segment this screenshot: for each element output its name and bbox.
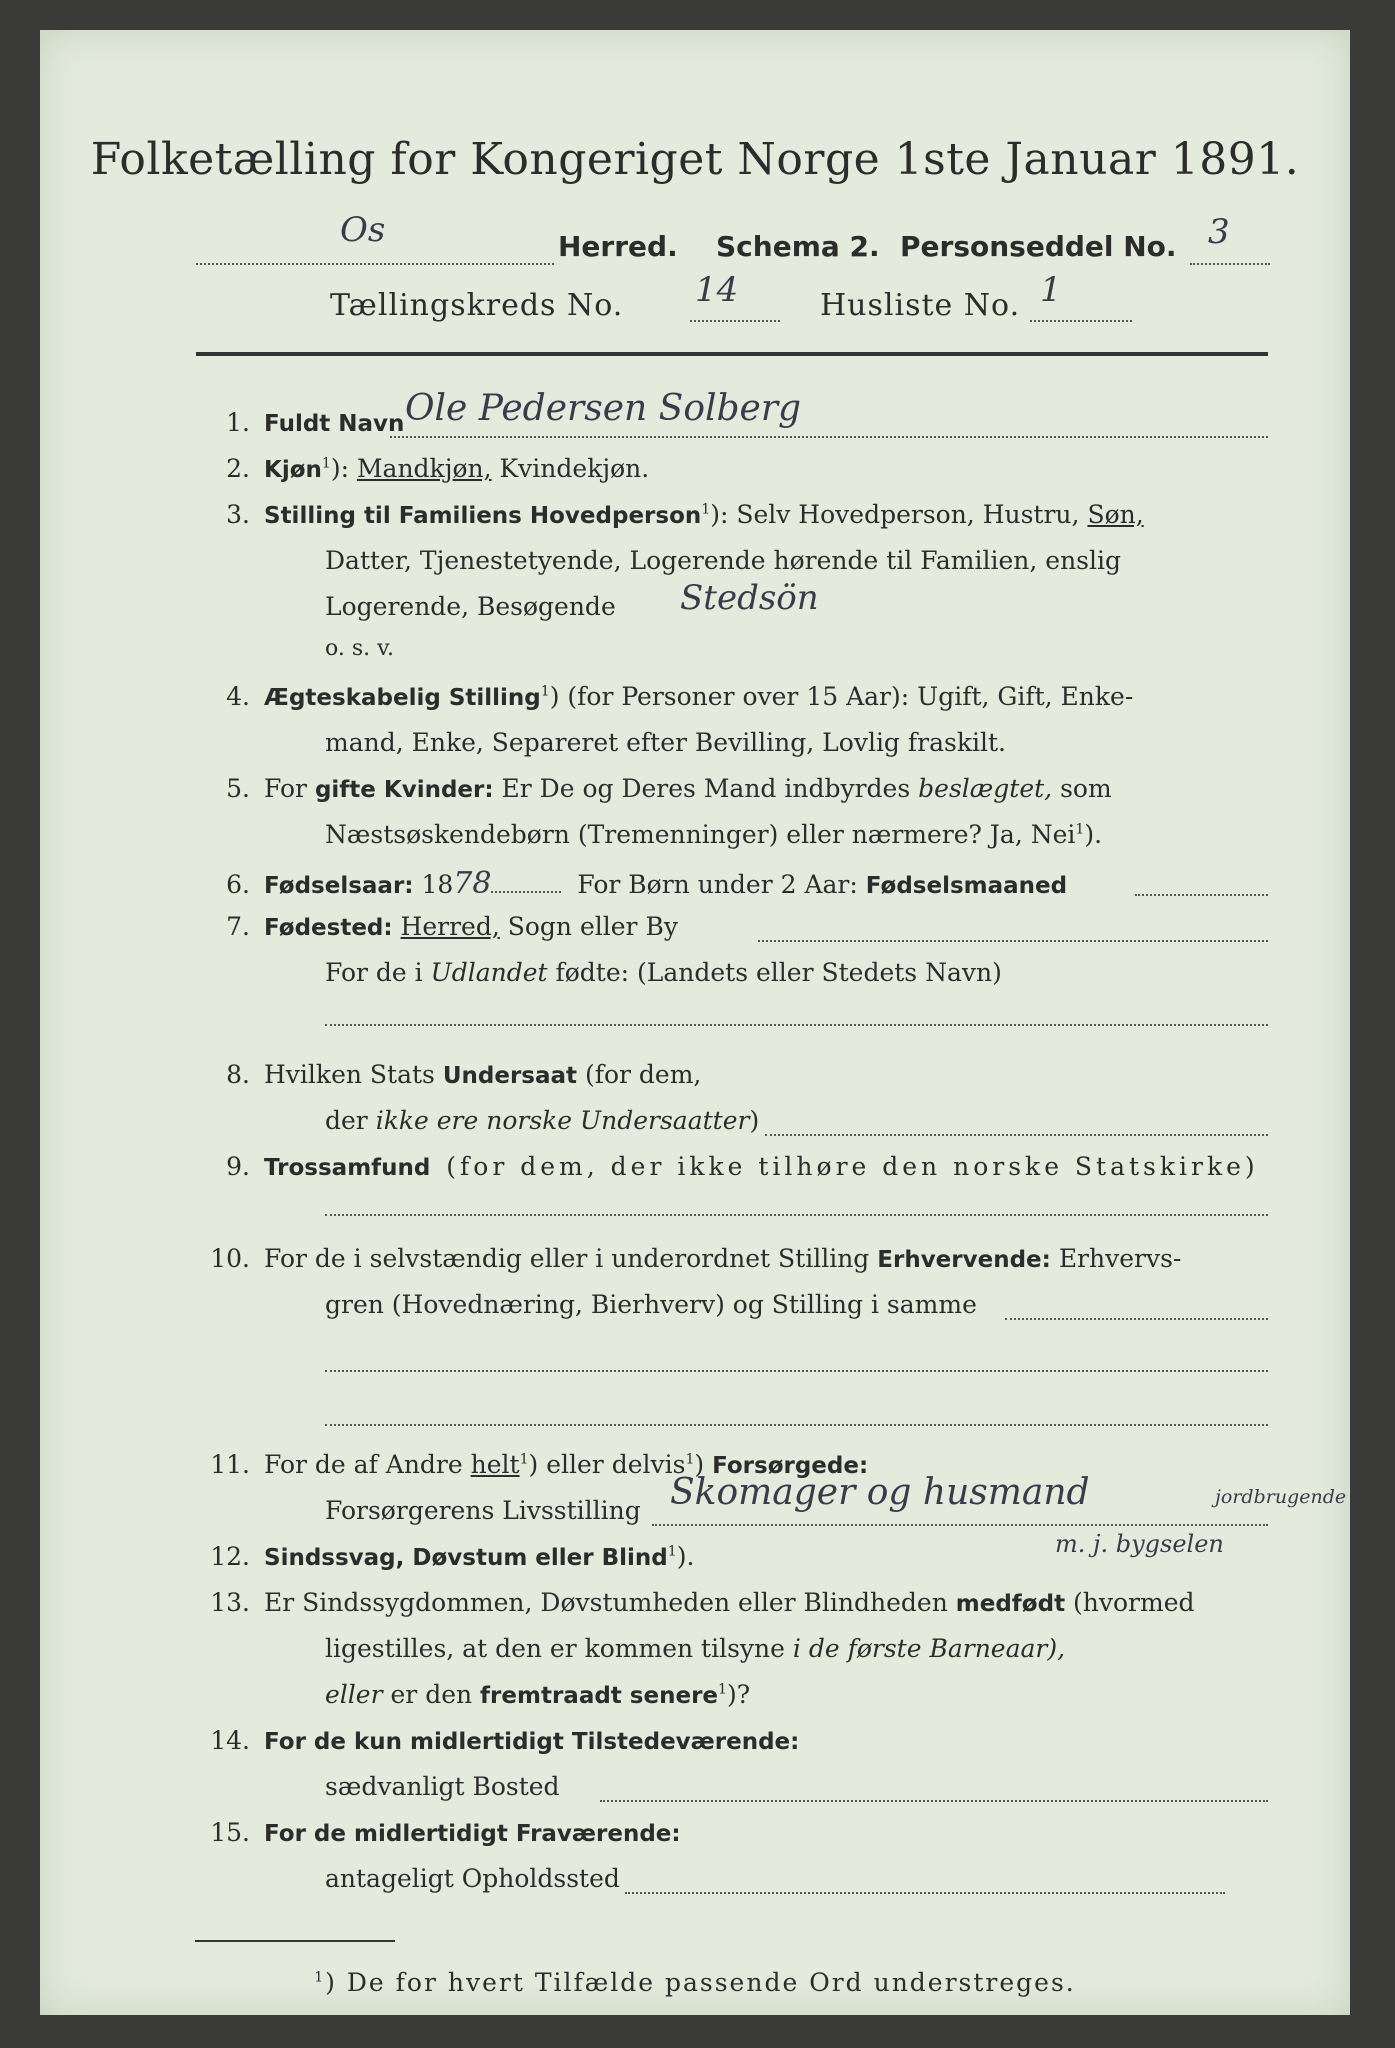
item-2: 2. Kjøn$^1$): Mandkjøn, Kvindekjøn. <box>226 454 650 483</box>
item-13-line-2: ligestilles, at den er kommen tilsyne i de første Barneaar), <box>325 1634 1066 1663</box>
herred-dotted-line <box>196 263 554 265</box>
item-9-dotted-line <box>325 1214 1268 1216</box>
item-14: 14. For de kun midlertidigt Tilstedeværende: <box>210 1726 800 1755</box>
footnote-rule <box>195 1940 395 1942</box>
item-5: 5. For gifte Kvinder: Er De og Deres Mand indbyrdes beslægtet, som <box>226 774 1112 803</box>
full-name-value: Ole Pedersen Solberg <box>405 388 802 429</box>
item-6: 6. Fødselsaar: 1878 For Børn under 2 Aar: Fødselsmaaned <box>226 866 1068 901</box>
kreds-dotted-line <box>690 320 780 322</box>
item-1: 1. Fuldt Navn <box>226 408 405 437</box>
item-13: 13. Er Sindssygdommen, Døvstumheden eller Blindheden medfødt (hvormed <box>210 1588 1195 1617</box>
personseddel-label: Personseddel No. <box>900 230 1177 263</box>
husliste-value: 1 <box>1040 270 1062 310</box>
supporter-occupation-value-2: jordbrugende <box>1215 1486 1347 1508</box>
supporter-occupation-value: Skomager og husmand <box>670 1472 1090 1513</box>
item-5-line-2: Næstsøskendebørn (Tremenninger) eller nærmere? Ja, Nei$^1$). <box>325 820 1103 849</box>
item-7-dotted-line <box>758 940 1268 942</box>
birth-year-value: 78 <box>453 866 492 901</box>
schema-label: Schema 2. <box>716 230 880 263</box>
item-8-line-2: der ikke ere norske Undersaatter) <box>325 1106 760 1135</box>
footnote: $^1$) De for hvert Tilfælde passende Ord understreges. <box>314 1968 1076 1997</box>
kreds-value: 14 <box>695 270 739 310</box>
item-1-label: Fuldt Navn <box>264 411 405 437</box>
item-10-dotted-line-3 <box>325 1424 1268 1426</box>
item-13-line-3: eller er den fremtraadt senere$^1$)? <box>325 1680 751 1709</box>
item-15: 15. For de midlertidigt Fraværende: <box>210 1818 681 1847</box>
header-rule <box>196 352 1268 356</box>
item-10-line-2: gren (Hovednæring, Bierhverv) og Stilling i samme <box>325 1290 977 1319</box>
item-11-line-2: Forsørgerens Livsstilling <box>325 1496 641 1525</box>
birthplace-herred-underlined: Herred, <box>400 912 500 941</box>
item-15-dotted-line <box>625 1892 1225 1894</box>
relation-son-underlined: Søn, <box>1087 500 1144 529</box>
item-12: 12. Sindssvag, Døvstum eller Blind$^1$). <box>210 1542 695 1571</box>
form-title: Folketælling for Kongeriget Norge 1ste Januar 1891. <box>90 134 1300 185</box>
item-3: 3. Stilling til Familiens Hovedperson$^1$): Selv Hovedperson, Hustru, Søn, <box>226 500 1144 529</box>
item-3-line-4: o. s. v. <box>325 636 394 661</box>
item-10-dotted-line-2 <box>325 1370 1268 1372</box>
item-15-line-2: antageligt Opholdssted <box>325 1864 620 1893</box>
husliste-dotted-line <box>1030 320 1132 322</box>
item-11-dotted-line <box>652 1524 1268 1526</box>
herred-value: Os <box>340 210 386 250</box>
supported-fully-underlined: helt <box>470 1450 520 1479</box>
supporter-occupation-value-3: m. j. bygselen <box>1055 1530 1224 1558</box>
item-14-dotted-line <box>600 1800 1268 1802</box>
item-3-line-2: Datter, Tjenestetyende, Logerende hørende til Familien, enslig <box>325 546 1122 575</box>
item-10-dotted-line <box>1005 1318 1268 1320</box>
herred-label: Herred. <box>558 230 678 263</box>
census-form-sheet <box>40 30 1350 2015</box>
item-4: 4. Ægteskabelig Stilling$^1$) (for Personer over 15 Aar): Ugift, Gift, Enke- <box>226 682 1134 711</box>
relation-value: Stedsön <box>680 578 819 618</box>
item-4-line-2: mand, Enke, Separeret efter Bevilling, Lovlig fraskilt. <box>325 728 1006 757</box>
kreds-label: Tællingskreds No. <box>330 288 624 323</box>
item-1-dotted-line <box>390 436 1268 438</box>
item-6-dotted-line <box>1135 894 1268 896</box>
husliste-label: Husliste No. <box>820 288 1021 323</box>
item-10: 10. For de i selvstændig eller i underordnet Stilling Erhvervende: Erhvervs- <box>210 1244 1182 1273</box>
personseddel-value: 3 <box>1208 212 1230 252</box>
item-3-line-3: Logerende, Besøgende <box>325 592 616 621</box>
item-14-line-2: sædvanligt Bosted <box>325 1772 560 1801</box>
item-7: 7. Fødested: Herred, Sogn eller By <box>226 912 678 941</box>
item-7-line-2: For de i Udlandet fødte: (Landets eller Stedets Navn) <box>325 958 1002 987</box>
gender-male-underlined: Mandkjøn, <box>356 454 492 483</box>
item-8: 8. Hvilken Stats Undersaat (for dem, <box>226 1060 702 1089</box>
item-11: 11. For de af Andre helt$^1$) eller delvis$^1$) Forsørgede: <box>210 1450 869 1479</box>
item-9: 9. Trossamfund (for dem, der ikke tilhøre den norske Statskirke) <box>226 1152 1259 1181</box>
personseddel-dotted-line <box>1190 263 1270 265</box>
item-8-dotted-line <box>765 1134 1268 1136</box>
item-7-dotted-line-2 <box>325 1024 1268 1026</box>
